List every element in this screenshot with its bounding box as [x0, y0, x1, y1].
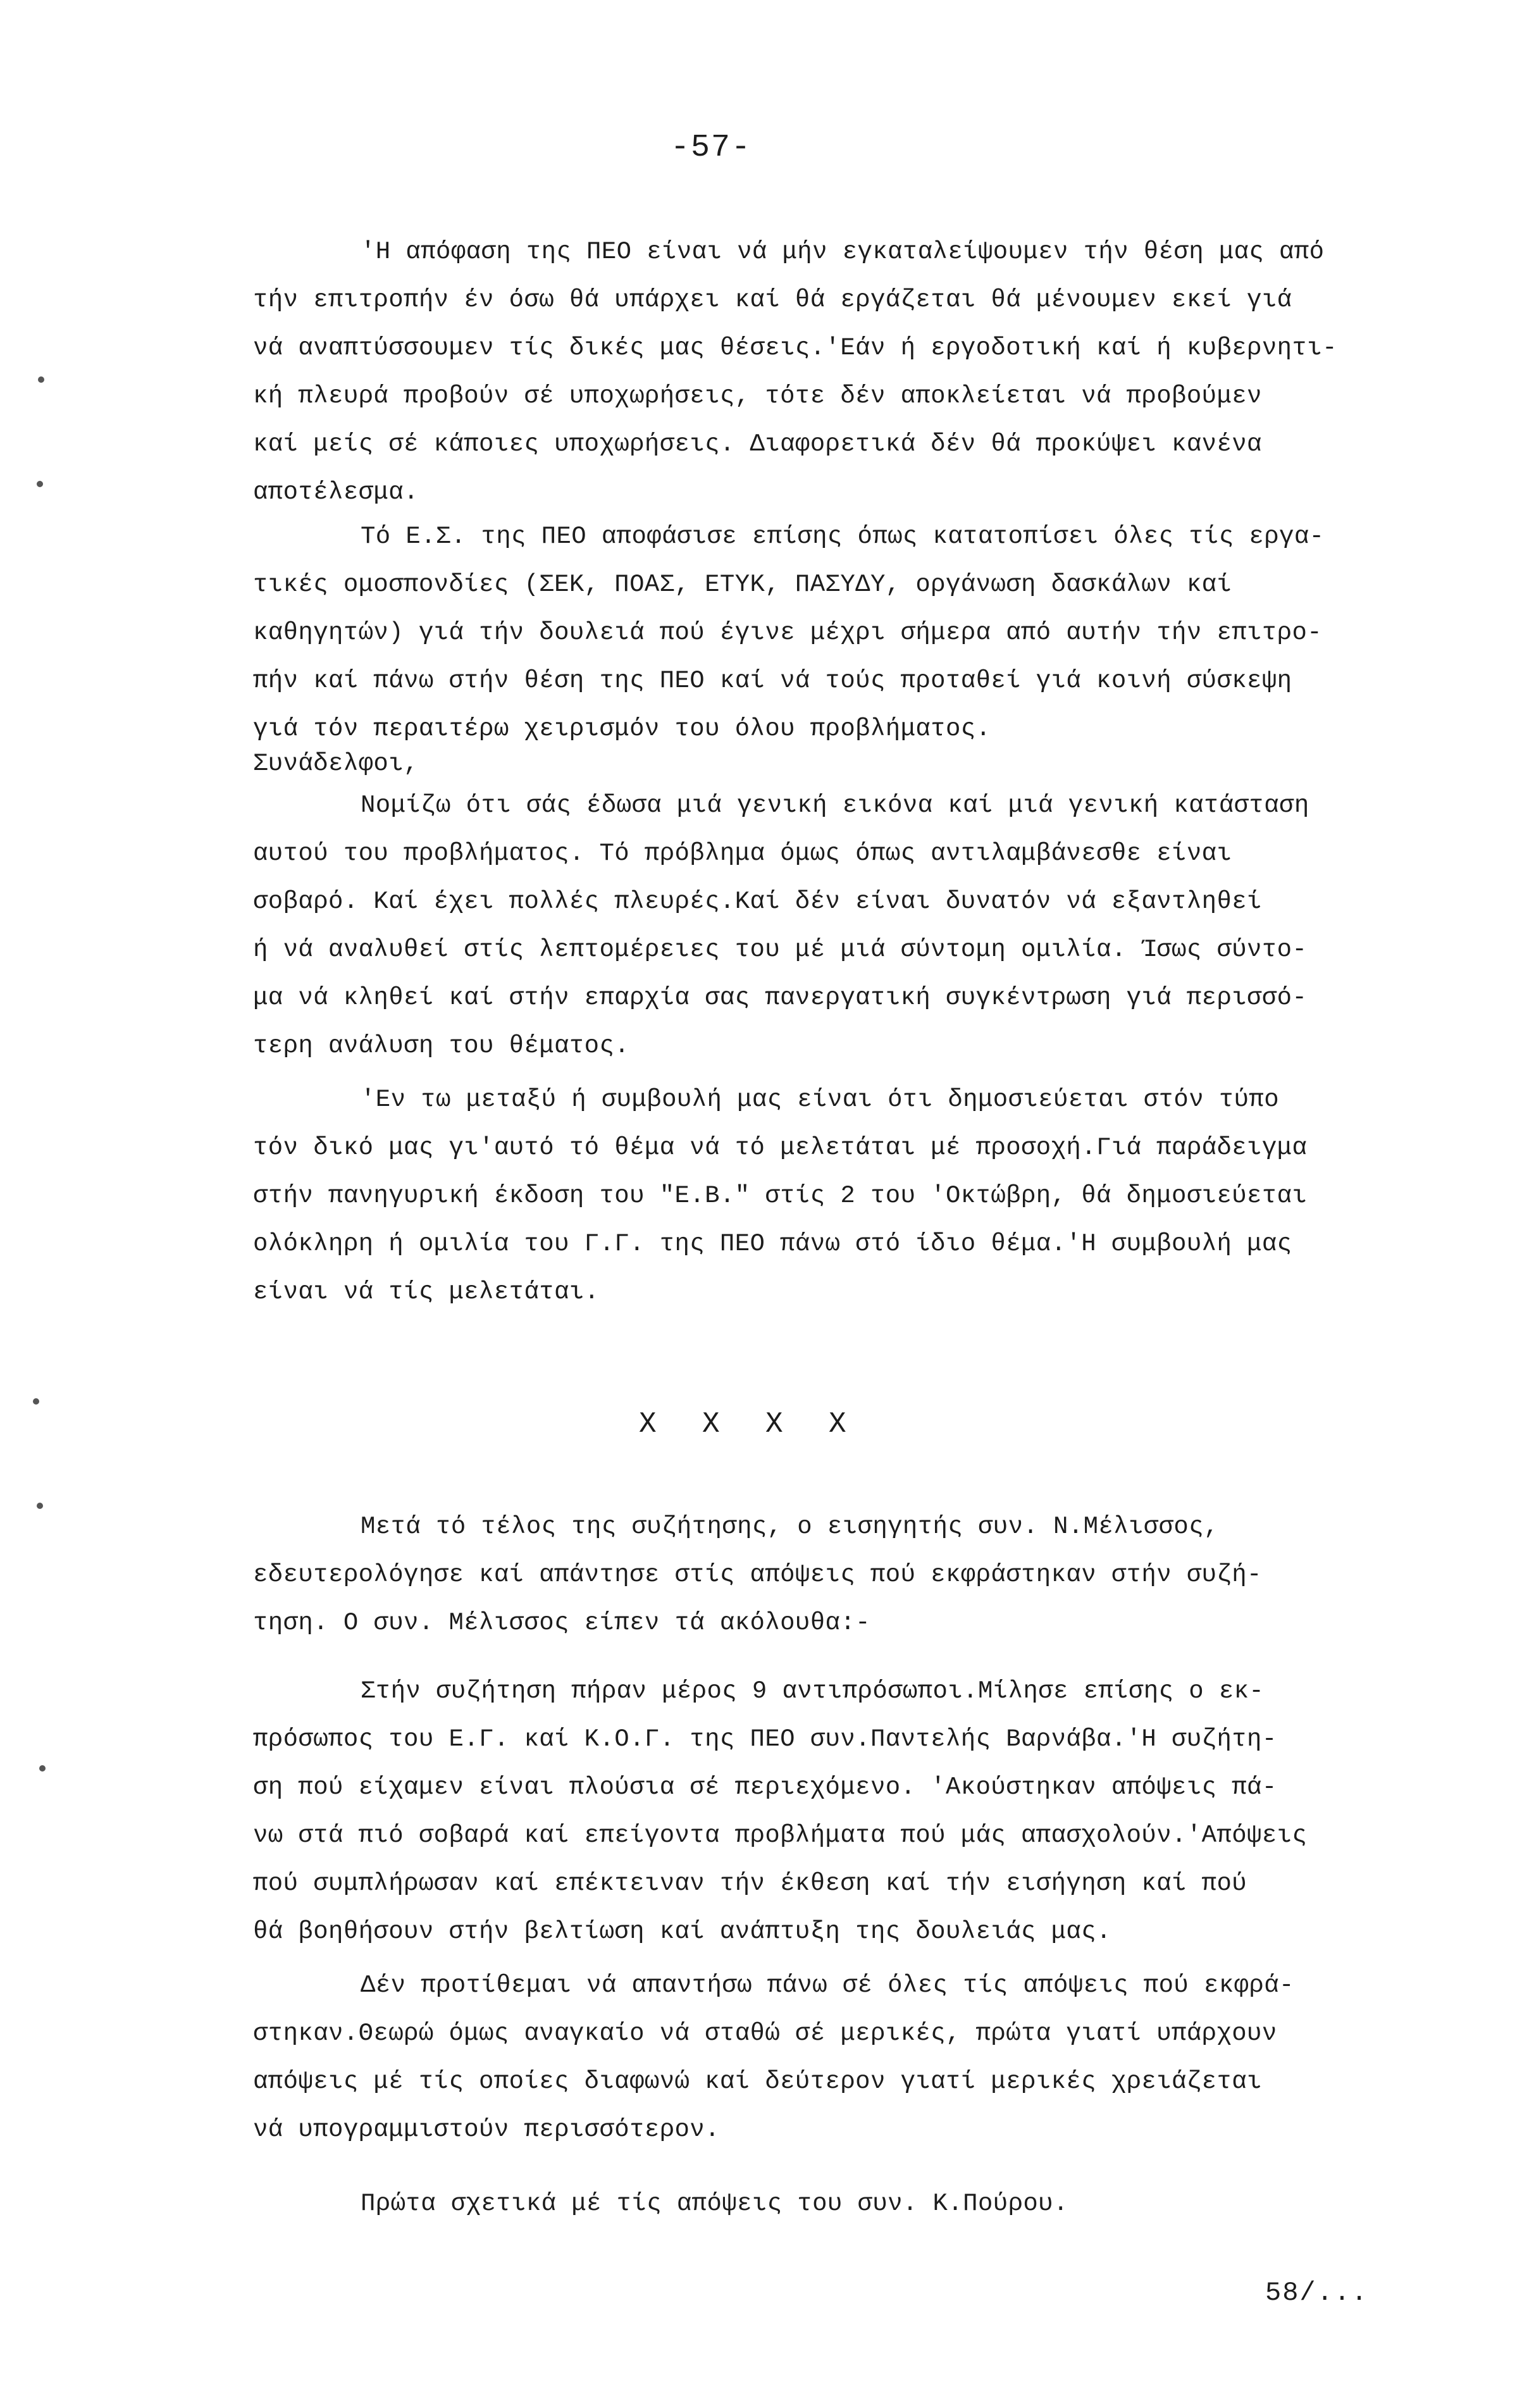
text-line: Νομίζω ότι σάς έδωσα μιά γενική εικόνα καί μιά γενική κατάσταση	[361, 791, 1309, 819]
text-line: εδευτερολόγησε καί απάντησε στίς απόψεις πού εκφράστηκαν στήν συζή-	[253, 1561, 1262, 1589]
text-line: σοβαρό. Καί έχει πολλές πλευρές.Καί δέν είναι δυνατόν νά εξαντληθεί	[253, 888, 1262, 915]
text-line: τερη ανάλυση του θέματος.	[253, 1032, 630, 1060]
text-line: νά υπογραμμιστούν περισσότερον.	[253, 2116, 720, 2144]
margin-dot	[37, 481, 43, 487]
text-line: αυτού του προβλήματος. Τό πρόβλημα όμως όπως αντιλαμβάνεσθε είναι	[253, 840, 1232, 867]
text-line: ή νά αναλυθεί στίς λεπτομέρειες του μέ μιά σύντομη ομιλία. Ίσως σύντο-	[253, 936, 1308, 964]
text-line: νω στά πιό σοβαρά καί επείγοντα προβλήματα πού μάς απασχολούν.'Απόψεις	[253, 1822, 1308, 1849]
paragraph-6	[253, 1667, 1455, 1956]
text-line: είναι νά τίς μελετάται.	[253, 1278, 600, 1306]
text-line: νά αναπτύσσουμεν τίς δικές μας θέσεις.'Εάν ή εργοδοτική καί ή κυβερνητι-	[253, 334, 1337, 362]
text-line: ση πού είχαμεν είναι πλούσια σέ περιεχόμενο. 'Ακούστηκαν απόψεις πά-	[253, 1773, 1277, 1801]
text-line: Μετά τό τέλος της συζήτησης, ο εισηγητής συν. Ν.Μέλισσος,	[361, 1513, 1219, 1541]
text-line: μα νά κληθεί καί στήν επαρχία σας πανεργατική συγκέντρωση γιά περισσό-	[253, 984, 1308, 1012]
margin-dot	[39, 1765, 46, 1772]
margin-dot	[38, 376, 44, 383]
text-line: τήν επιτροπήν έν όσω θά υπάρχει καί θά εργάζεται θά μένουμεν εκεί γιά	[253, 286, 1292, 314]
text-line: αποτέλεσμα.	[253, 478, 419, 506]
page-continuation: 58/...	[1265, 2278, 1369, 2308]
text-line: Δέν προτίθεμαι νά απαντήσω πάνω σέ όλες τίς απόψεις πού εκφρά-	[361, 1971, 1294, 1999]
page-number: -57-	[671, 130, 752, 166]
text-line: τόν δικό μας γι'αυτό τό θέμα νά τό μελετάται μέ προσοχή.Γιά παράδειγμα	[253, 1134, 1308, 1162]
text-line: γιά τόν περαιτέρω χειρισμόν του όλου προβλήματος.	[253, 715, 991, 743]
text-line: Τό Ε.Σ. της ΠΕΟ αποφάσισε επίσης όπως κατατοπίσει όλες τίς εργα-	[361, 523, 1325, 550]
text-line: τικές ομοσπονδίες (ΣΕΚ, ΠΟΑΣ, ΕΤΥΚ, ΠΑΣΥΔΥ, οργάνωση δασκάλων καί	[253, 571, 1232, 599]
paragraph-2	[253, 512, 1455, 753]
margin-dot	[37, 1503, 43, 1509]
paragraph-4	[253, 1076, 1455, 1316]
text-line: στήν πανηγυρική έκδοση του "Ε.Β." στίς 2 του 'Οκτώβρη, θά δημοσιεύεται	[253, 1182, 1308, 1210]
salutation: Συνάδελφοι,	[253, 750, 419, 778]
text-line: κή πλευρά προβούν σέ υποχωρήσεις, τότε δέν αποκλείεται νά προβούμεν	[253, 382, 1262, 410]
paragraph-7	[253, 1961, 1455, 2154]
separator-mark: X	[639, 1408, 660, 1441]
paragraph-8	[253, 2180, 1455, 2228]
separator-mark: X	[702, 1408, 724, 1441]
paragraph-5	[253, 1503, 1455, 1647]
separator-mark: X	[829, 1408, 850, 1441]
text-line: στηκαν.Θεωρώ όμως αναγκαίο νά σταθώ σέ μερικές, πρώτα γιατί υπάρχουν	[253, 2020, 1277, 2047]
paragraph-1	[253, 228, 1455, 516]
paragraph-3	[253, 781, 1455, 1070]
separator-mark: X	[765, 1408, 787, 1441]
text-line: 'Εν τω μεταξύ ή συμβουλή μας είναι ότι δημοσιεύεται στόν τύπο	[361, 1086, 1280, 1114]
text-line: απόψεις μέ τίς οποίες διαφωνώ καί δεύτερον γιατί μερικές χρειάζεται	[253, 2068, 1262, 2095]
text-line: καί μείς σέ κάποιες υποχωρήσεις. Διαφορετικά δέν θά προκύψει κανένα	[253, 430, 1262, 458]
text-line: Στήν συζήτηση πήραν μέρος 9 αντιπρόσωποι.Μίλησε επίσης ο εκ-	[361, 1677, 1265, 1705]
text-line: ολόκληρη ή ομιλία του Γ.Γ. της ΠΕΟ πάνω στό ίδιο θέμα.'Η συμβουλή μας	[253, 1230, 1292, 1258]
section-separator	[639, 1408, 892, 1441]
text-line: πήν καί πάνω στήν θέση της ΠΕΟ καί νά τούς προταθεί γιά κοινή σύσκεψη	[253, 667, 1292, 695]
text-line: τηση. Ο συν. Μέλισσος είπεν τά ακόλουθα:-	[253, 1609, 870, 1637]
text-line: 'Η απόφαση της ΠΕΟ είναι νά μήν εγκαταλείψουμεν τήν θέση μας από	[361, 238, 1325, 266]
text-line: πρόσωπος του Ε.Γ. καί Κ.Ο.Γ. της ΠΕΟ συν.Παντελής Βαρνάβα.'Η συζήτη-	[253, 1725, 1277, 1753]
margin-dot	[33, 1398, 39, 1405]
text-line: καθηγητών) γιά τήν δουλειά πού έγινε μέχρι σήμερα από αυτήν τήν επιτρο-	[253, 619, 1323, 647]
text-line: θά βοηθήσουν στήν βελτίωση καί ανάπτυξη της δουλειάς μας.	[253, 1918, 1111, 1946]
text-line: Πρώτα σχετικά μέ τίς απόψεις του συν. Κ.Πούρου.	[361, 2190, 1068, 2218]
text-line: πού συμπλήρωσαν καί επέκτειναν τήν έκθεση καί τήν εισήγηση καί πού	[253, 1870, 1247, 1897]
